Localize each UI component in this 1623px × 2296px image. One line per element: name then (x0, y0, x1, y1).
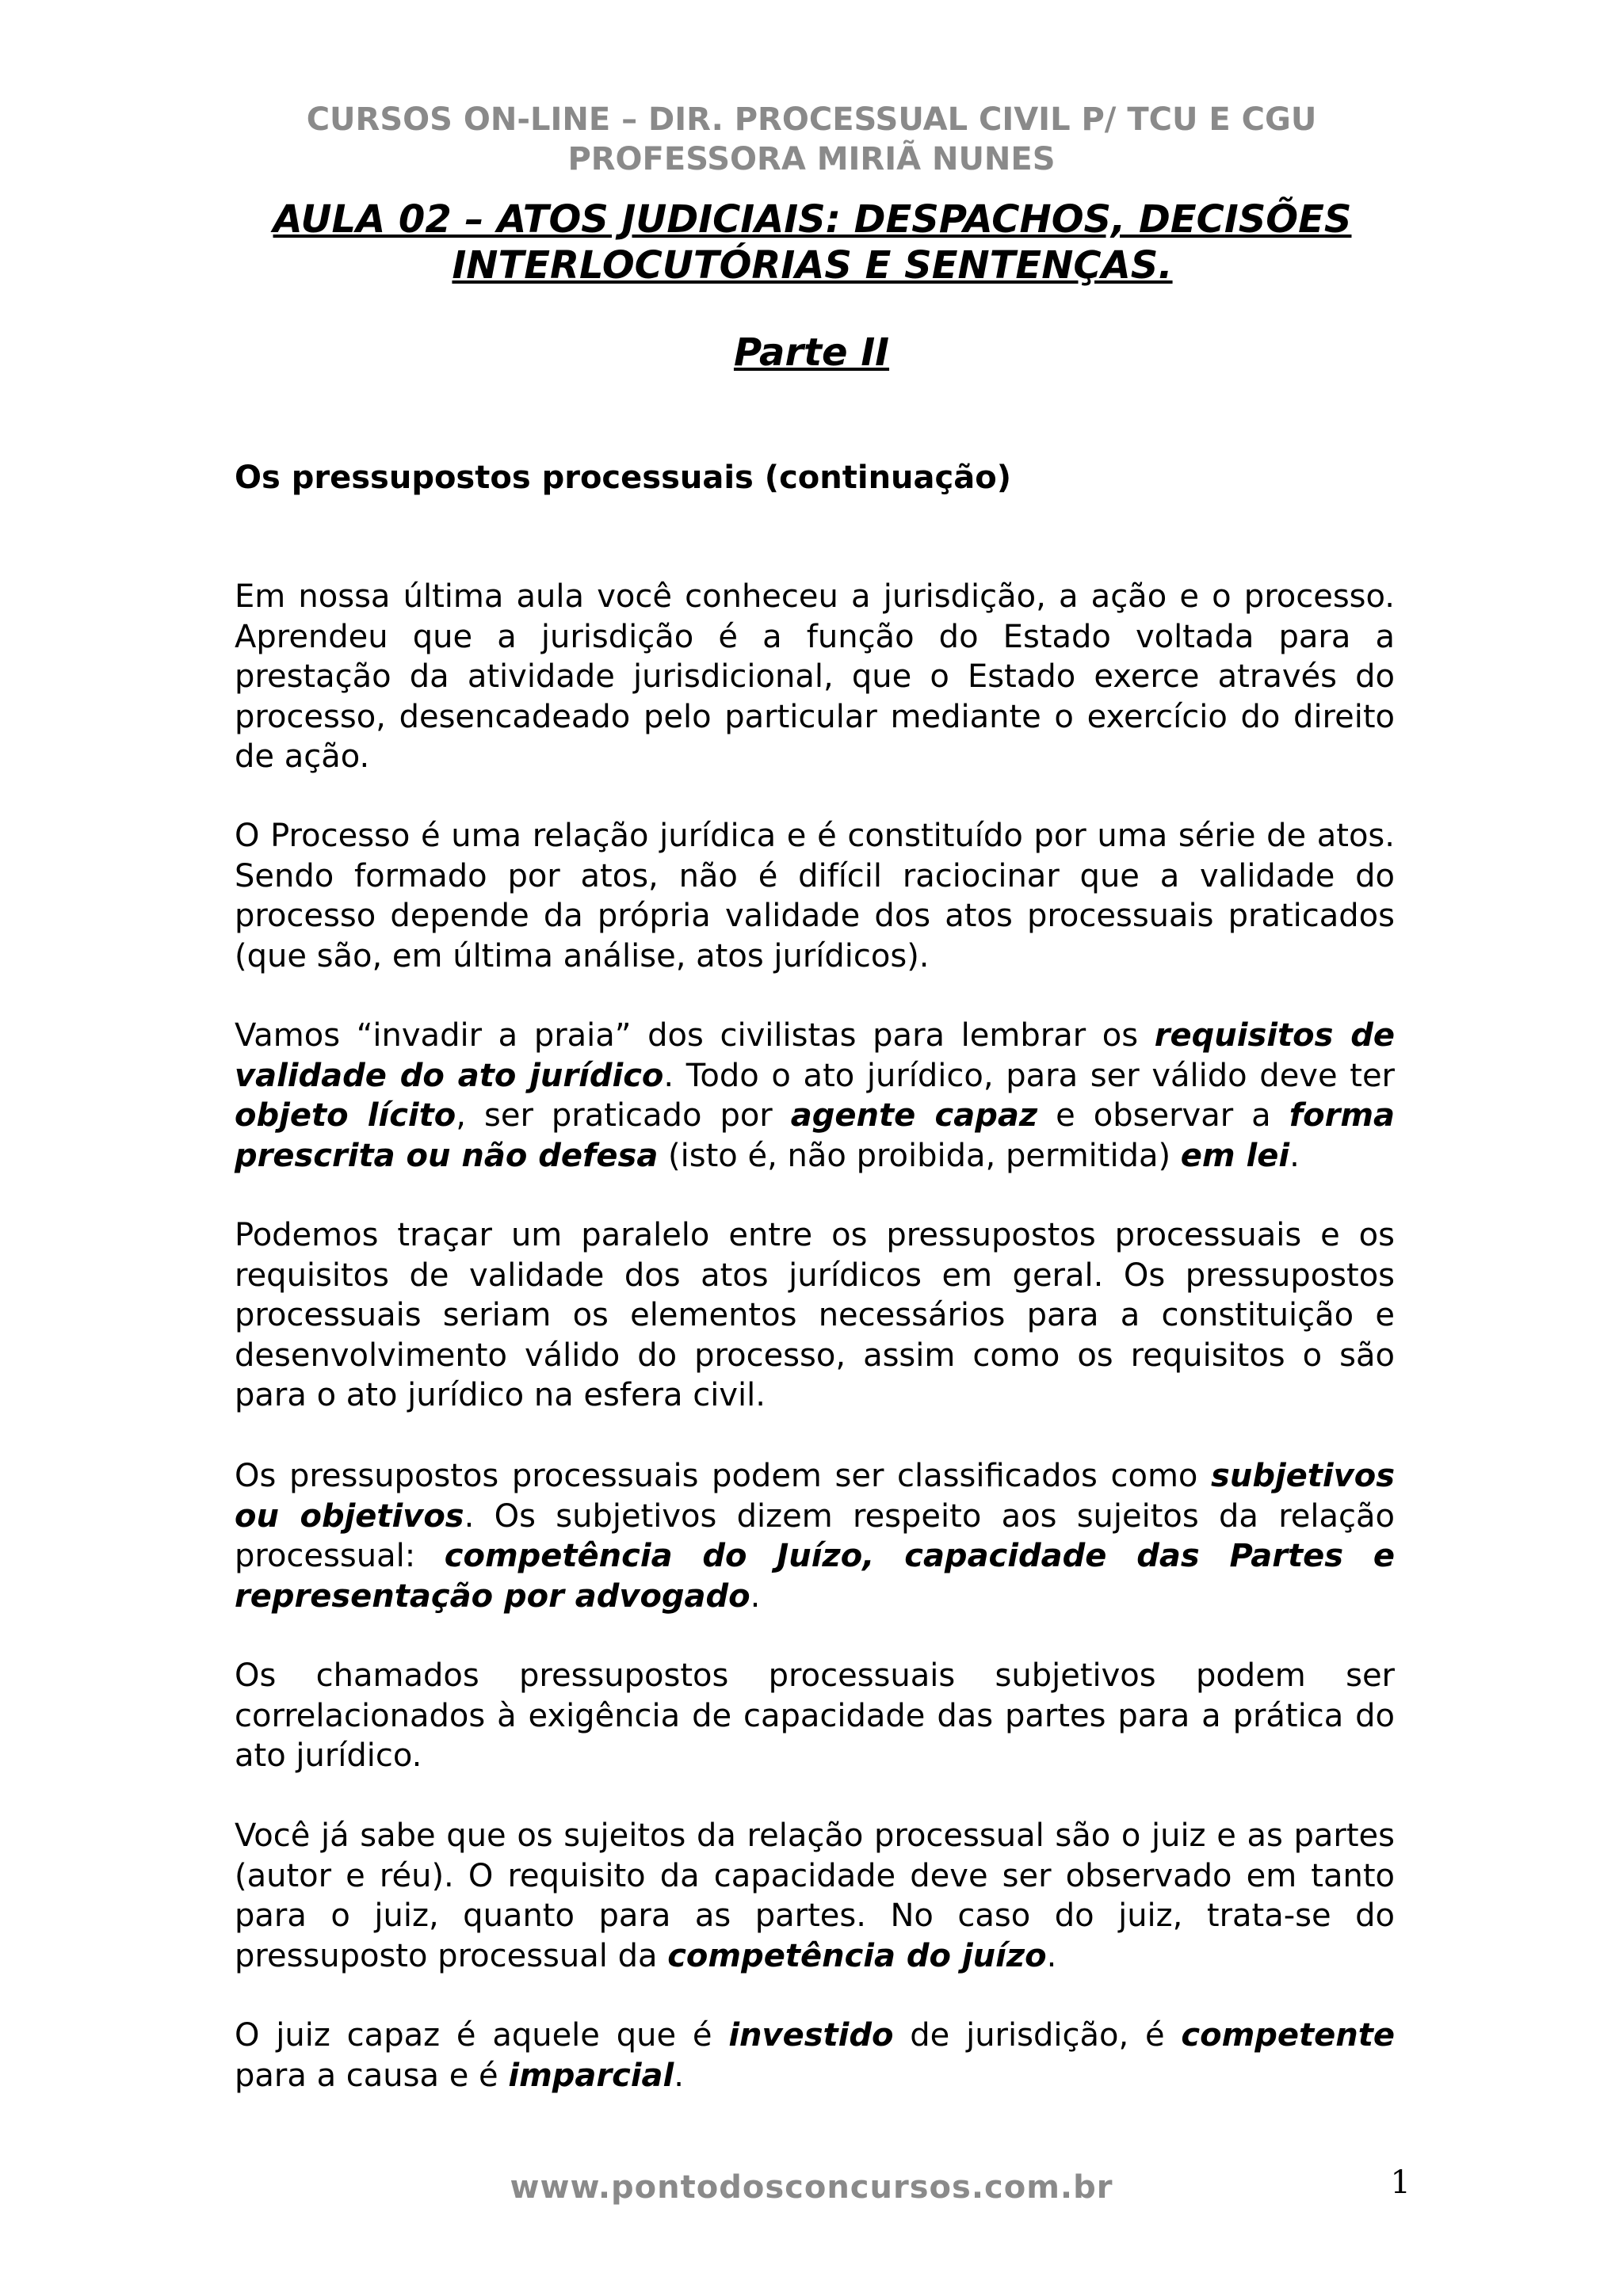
paragraph-text: Você já sabe que os sujeitos da relação processual são o juiz e as partes (autor e réu). O requisito da capacidade deve ser observado em tanto para o juiz, quanto para as partes. No caso do juiz, trata-se do pressuposto processual da (235, 1817, 1395, 1974)
footer-website: www.pontodosconcursos.com.br (510, 2169, 1113, 2206)
paragraph (235, 1215, 1395, 1416)
section-heading: Os pressupostos processuais (continuação) (235, 460, 1011, 496)
emphasized-term: objeto lícito (235, 1097, 456, 1134)
paragraph-text: Vamos “invadir a praia” dos civilistas para lembrar os (235, 1017, 1155, 1054)
page-number: 1 (1390, 2164, 1411, 2201)
paragraph-text: (isto é, não proibida, permitida) (658, 1137, 1181, 1174)
paragraph-text: . (750, 1577, 761, 1615)
paragraph-text: O juiz capaz é aquele que é (235, 2017, 729, 2054)
emphasized-term: competência do Juízo, capacidade das Partes e representação por advogado (235, 1538, 1395, 1615)
paragraph-text: . Os subjetivos dizem respeito aos sujeitos da relação processual: (235, 1497, 1396, 1574)
paragraph (235, 1656, 1395, 1776)
paragraph (235, 816, 1395, 976)
paragraph-text: . (1289, 1137, 1300, 1174)
paragraph (235, 1816, 1395, 1976)
lesson-title-line1: AULA 02 – ATOS JUDICIAIS: DESPACHOS, DECISÕES (273, 197, 1352, 242)
emphasized-term: agente capaz (790, 1097, 1038, 1134)
paragraph (235, 1016, 1395, 1176)
header-course-line: CURSOS ON-LINE – DIR. PROCESSUAL CIVIL P/ TCU E CGU (306, 101, 1317, 138)
lesson-title-line2: INTERLOCUTÓRIAS E SENTENÇAS. (452, 243, 1173, 288)
emphasized-term: competente (1181, 2017, 1395, 2054)
paragraph-text: . Todo o ato jurídico, para ser válido deve ter (663, 1057, 1395, 1094)
emphasized-term: investido (728, 2017, 894, 2054)
paragraph-text: . (674, 2057, 684, 2094)
paragraph (235, 577, 1395, 777)
emphasized-term: forma prescrita ou não defesa (235, 1097, 1395, 1174)
paragraph-text: para a causa e é (235, 2057, 509, 2094)
paragraph-text: Os chamados pressupostos processuais subjetivos podem ser correlacionados à exigência de capacidade das partes para a prática do ato jurídico. (235, 1657, 1395, 1774)
paragraph-text: Em nossa última aula você conheceu a jurisdição, a ação e o processo. Aprendeu que a jurisdição é a função do Estado voltada para a prestação da atividade jurisdicional, que o Estado exerce através do processo, desencadeado pelo particular mediante o exercício do direito de ação. (235, 578, 1395, 775)
emphasized-term: competência do juízo (667, 1937, 1047, 1974)
paragraph-text: , ser praticado por (456, 1097, 791, 1134)
emphasized-term: em lei (1180, 1137, 1290, 1174)
paragraph (235, 1456, 1395, 1616)
header-professor-line: PROFESSORA MIRIÃ NUNES (567, 141, 1056, 177)
paragraph-text: de jurisdição, é (893, 2017, 1182, 2054)
paragraph-text: . (1046, 1937, 1057, 1974)
emphasized-term: requisitos de validade do ato jurídico (235, 1017, 1395, 1094)
paragraph-text: e observar a (1037, 1097, 1289, 1134)
emphasized-term: imparcial (508, 2057, 674, 2094)
paragraph-text: Podemos traçar um paralelo entre os pressupostos processuais e os requisitos de validade dos atos jurídicos em geral. Os pressupostos processuais seriam os elementos necessários para a constituição e desenvolvimento válido do processo, assim como os requisitos o são para o ato jurídico na esfera civil. (235, 1217, 1395, 1413)
lesson-part: Parte II (733, 330, 890, 375)
paragraph-text: Os pressupostos processuais podem ser classificados como (235, 1458, 1212, 1494)
emphasized-term: subjetivos ou objetivos (235, 1458, 1395, 1535)
paragraph-text: O Processo é uma relação jurídica e é constituído por uma série de atos. Sendo formado por atos, não é difícil raciocinar que a validade do processo depende da própria validade dos atos processuais praticados (que são, em última análise, atos jurídicos). (235, 818, 1395, 974)
paragraph (235, 2016, 1395, 2096)
